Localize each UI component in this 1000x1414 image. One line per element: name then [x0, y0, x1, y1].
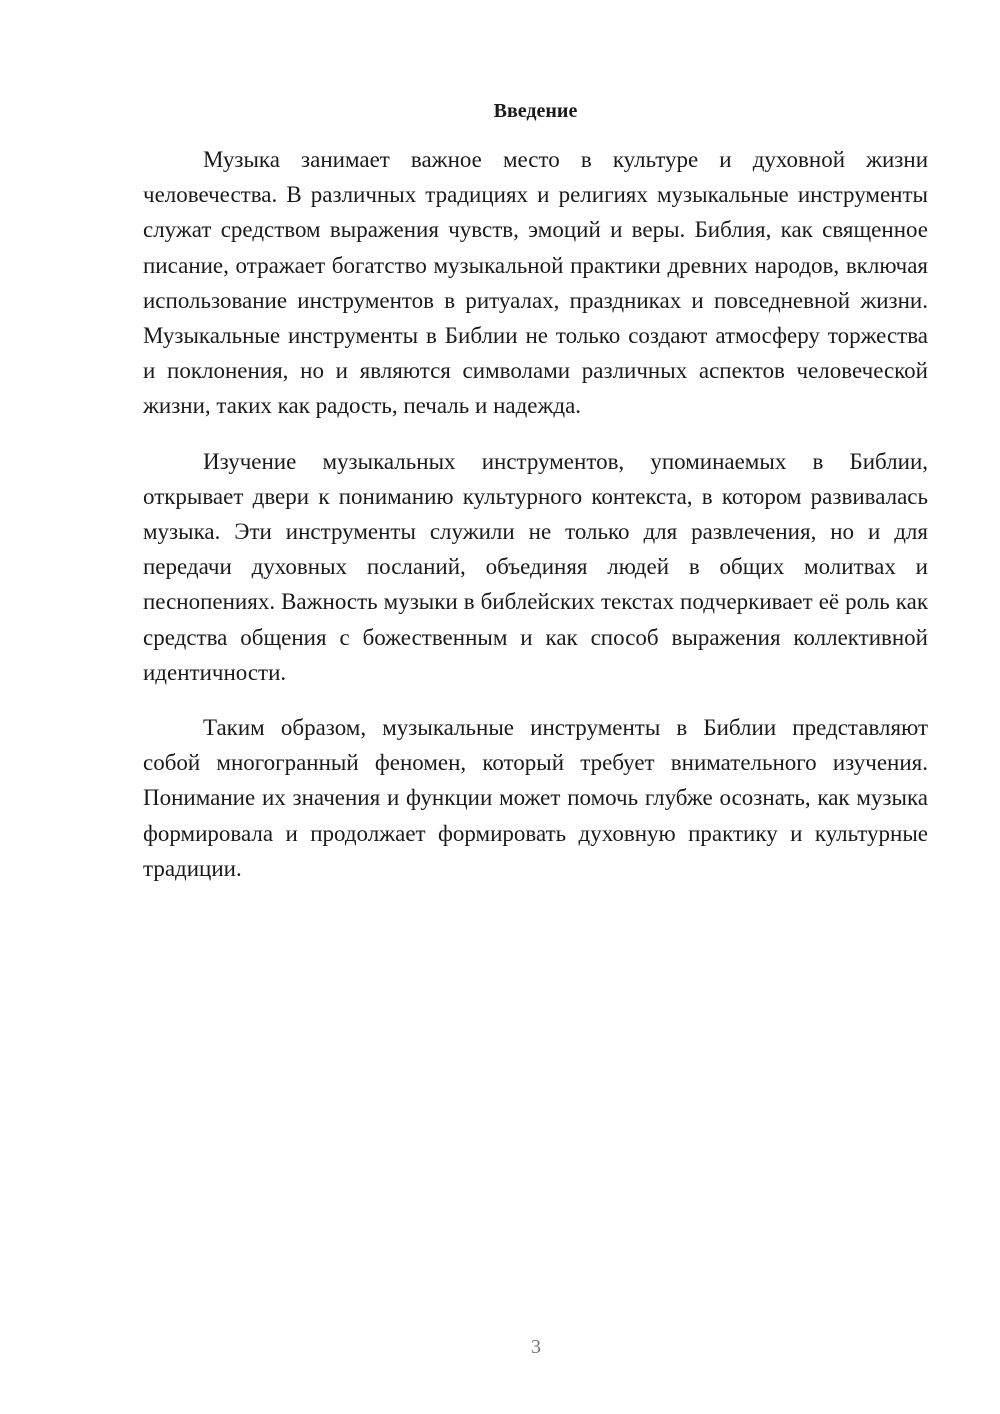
paragraph: Таким образом, музыкальные инструменты в Библии представляют собой многогранный феномен, который требует внимательного изучения. Понимание их значения и функции может помочь глубже осознать, как музыка формировала и продолжает формировать духовную практику и культурные традиции. — [143, 715, 928, 881]
paragraph: Изучение музыкальных инструментов, упоминаемых в Библии, открывает двери к пониманию культурного контекста, в котором развивалась музыка. Эти инструменты служили не только для развлечения, но и для передачи духовных посланий, объединяя людей в общих молитвах и песнопениях. Важность музыки в библейских текстах подчеркивает её роль как средства общения с божественным и как способ выражения коллективной идентичности. — [143, 448, 928, 685]
page-number: 3 — [531, 1336, 541, 1358]
body-text — [143, 142, 928, 906]
paragraph: Музыка занимает важное место в культуре и духовной жизни человечества. В различных традициях и религиях музыкальные инструменты служат средством выражения чувств, эмоций и веры. Библия, как священное писание, отражает богатство музыкальной практики древних народов, включая использование инструментов в ритуалах, праздниках и повседневной жизни. Музыкальные инструменты в Библии не только создают атмосферу торжества и поклонения, но и являются символами различных аспектов человеческой жизни, таких как радость, печаль и надежда. — [143, 147, 928, 419]
section-heading: Введение — [493, 100, 578, 122]
